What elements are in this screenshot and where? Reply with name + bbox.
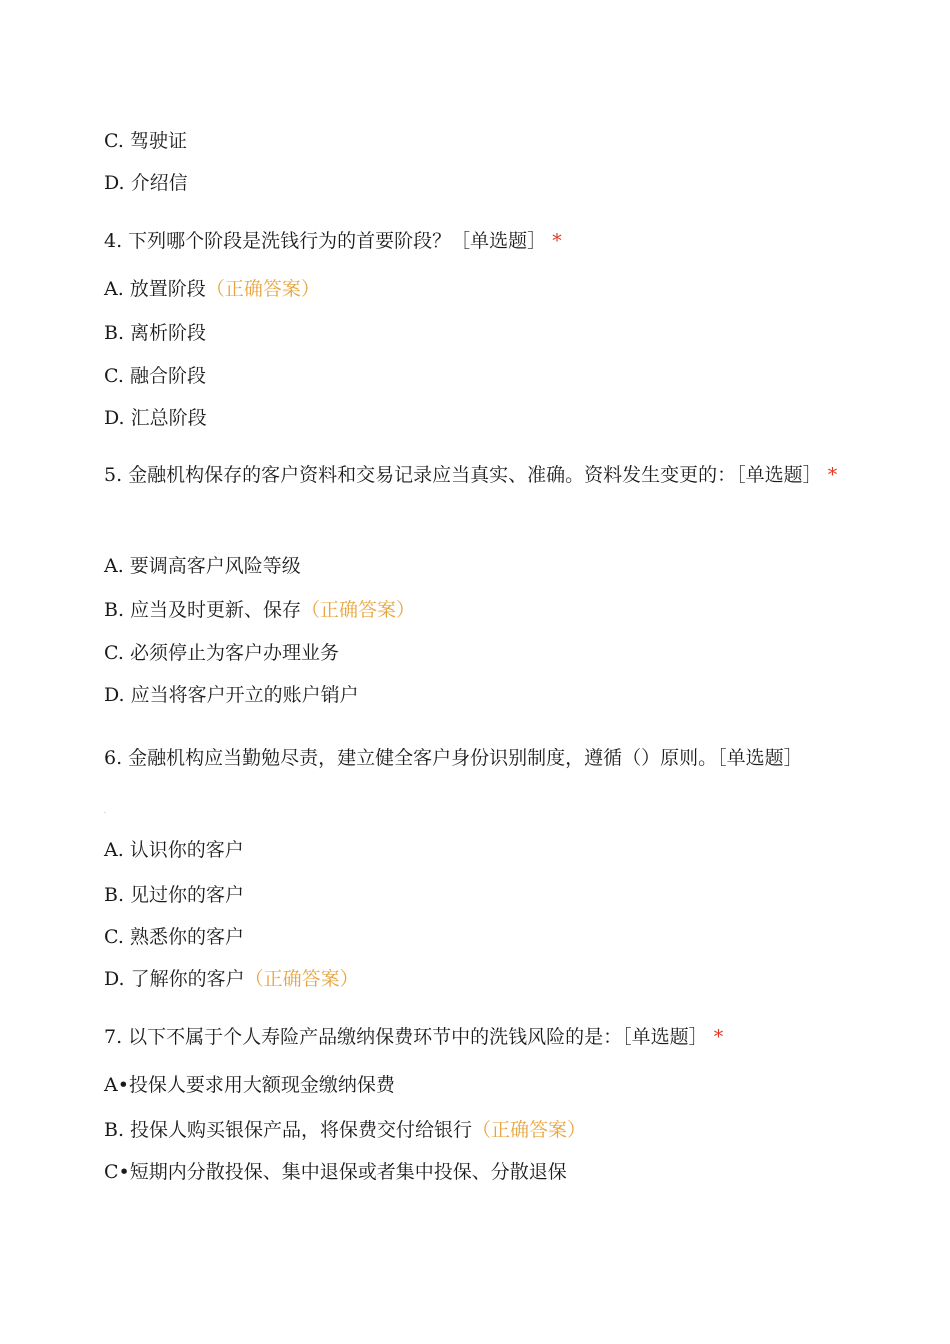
option-text: C. 驾驶证 (104, 130, 187, 152)
option-text: D. 应当将客户开立的账户销户 (104, 684, 359, 706)
option-text: C. 熟悉你的客户 (104, 926, 244, 948)
question-text: 4. 下列哪个阶段是洗钱行为的首要阶段？［单选题］ (104, 230, 547, 252)
required-mark: * (552, 230, 562, 252)
option-text: D. 了解你的客户 (104, 968, 245, 990)
q7-option-c (104, 1159, 567, 1185)
q6-question (104, 745, 844, 771)
correct-answer-tag: （正确答案） (205, 278, 320, 300)
option-text: D. 汇总阶段 (104, 407, 207, 429)
q4-option-b (104, 320, 206, 346)
option-text: A. 认识你的客户 (104, 839, 244, 861)
q7-option-b (104, 1117, 586, 1143)
q5-question (104, 454, 844, 496)
q6-option-c (104, 924, 244, 950)
q7-question (104, 1024, 723, 1050)
q3-option-c (104, 128, 187, 154)
option-text: C. 融合阶段 (104, 365, 206, 387)
q4-option-a (104, 276, 320, 302)
question-text: 5. 金融机构保存的客户资料和交易记录应当真实、准确。资料发生变更的：［单选题］ (104, 464, 822, 486)
q6-option-d (104, 966, 359, 992)
option-text: B. 离析阶段 (104, 322, 207, 344)
option-text: B. 投保人购买银保产品，将保费交付给银行 (104, 1119, 473, 1141)
required-mark: * (713, 1026, 724, 1048)
option-text: C•短期内分散投保、集中退保或者集中投保、分散退保 (104, 1161, 567, 1183)
option-text: C. 必须停止为客户办理业务 (104, 642, 339, 664)
q5-option-d (104, 682, 359, 708)
stray-dot: · (104, 810, 106, 817)
q4-option-d (104, 405, 207, 431)
correct-answer-tag: （正确答案） (472, 1119, 587, 1141)
q5-option-b (104, 597, 415, 623)
option-text: A•投保人要求用大额现金缴纳保费 (104, 1074, 395, 1096)
correct-answer-tag: （正确答案） (244, 968, 359, 990)
q4-option-c (104, 363, 206, 389)
q3-option-d (104, 170, 188, 196)
option-text: B. 应当及时更新、保存 (104, 599, 302, 621)
q4-question (104, 228, 562, 254)
q6-option-b (104, 882, 244, 908)
question-text: 6. 金融机构应当勤勉尽责，建立健全客户身份识别制度，遵循（）原则。［单选题］ (104, 747, 803, 769)
option-text: D. 介绍信 (104, 172, 188, 194)
question-text: 7. 以下不属于个人寿险产品缴纳保费环节中的洗钱风险的是：［单选题］ (104, 1026, 708, 1048)
q6-option-a (104, 837, 244, 863)
option-text: B. 见过你的客户 (104, 884, 245, 906)
required-mark: * (827, 464, 838, 486)
option-text: A. 要调高客户风险等级 (104, 555, 301, 577)
q7-option-a (104, 1072, 395, 1098)
q5-option-a (104, 553, 301, 579)
option-text: A. 放置阶段 (104, 278, 206, 300)
q5-option-c (104, 640, 339, 666)
correct-answer-tag: （正确答案） (301, 599, 416, 621)
